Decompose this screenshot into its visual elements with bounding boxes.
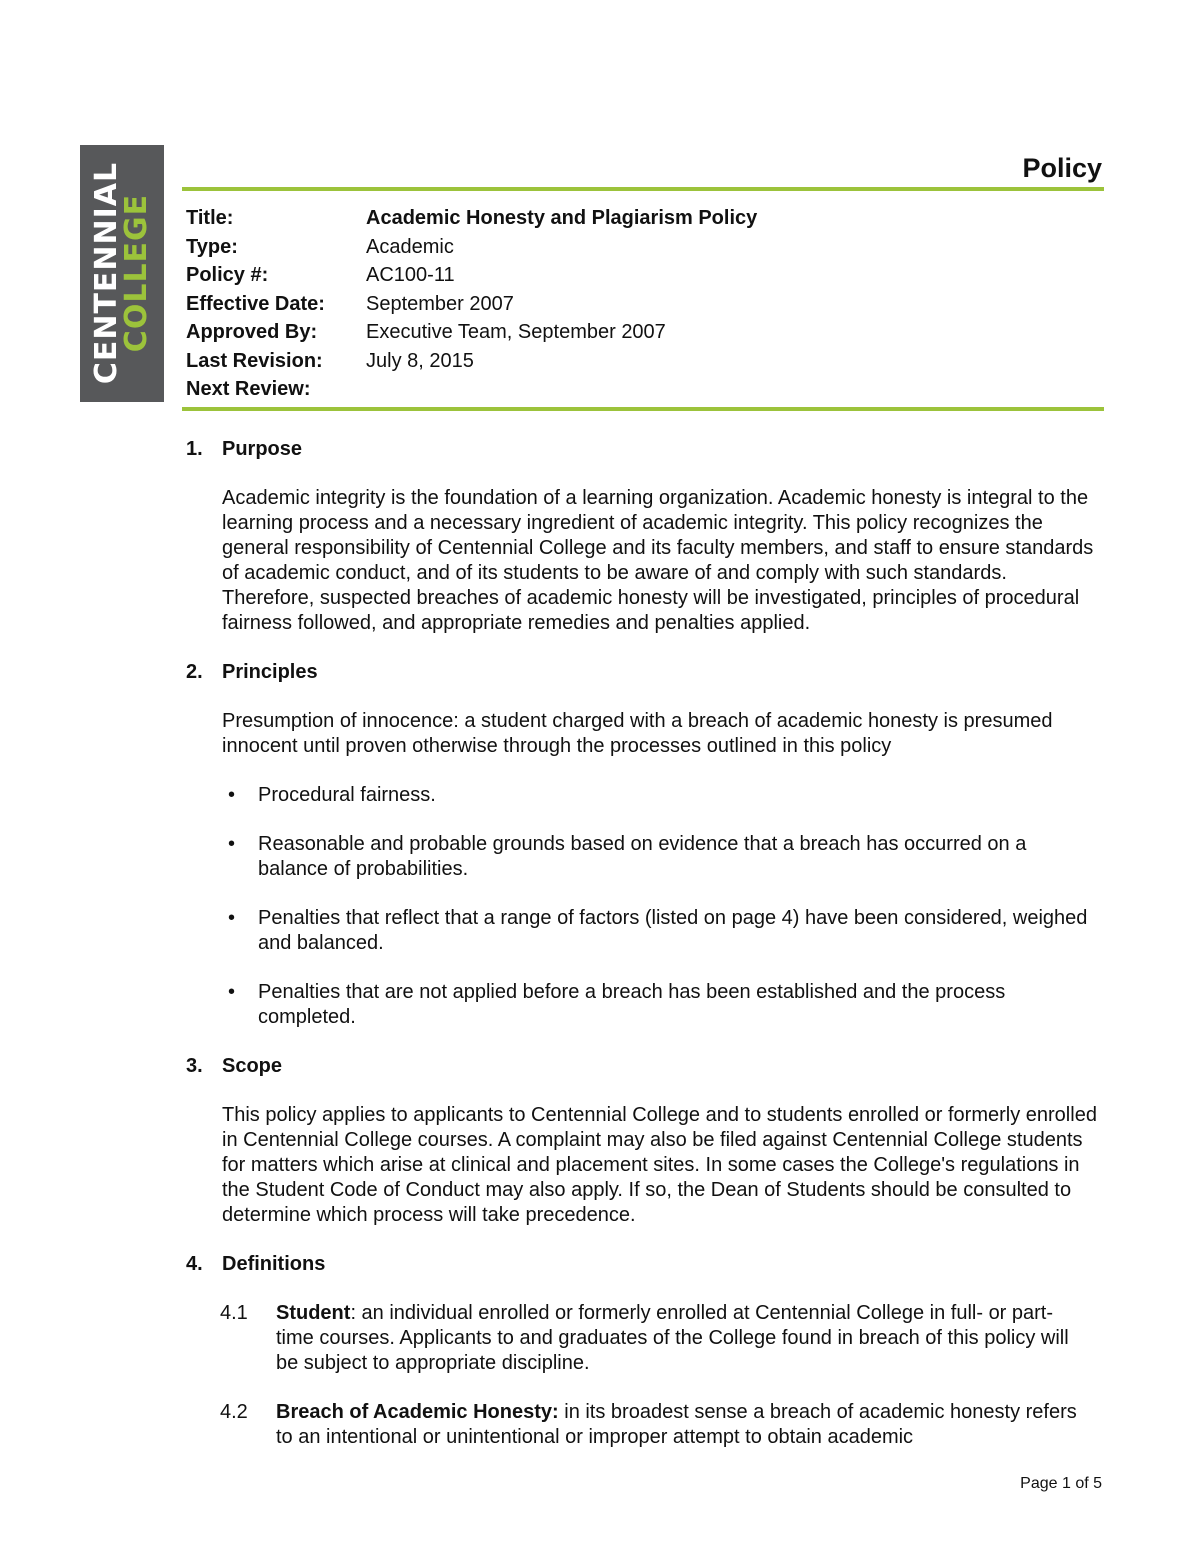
bullet-text: Penalties that reflect that a range of factors (listed on page 4) have been considered, weighed and balanced. — [258, 907, 1088, 954]
bullet-text: Penalties that are not applied before a breach has been established and the process completed. — [258, 981, 1006, 1028]
meta-label: Policy #: — [186, 264, 269, 286]
section-number: 3. — [186, 1055, 203, 1077]
principles-bullet — [228, 980, 1098, 1030]
logo-line-centennial: CENTENNIAL — [89, 161, 124, 385]
principles-paragraph: Presumption of innocence: a student charged with a breach of academic honesty is presumed innocent until proven otherwise through the processes outlined in this policy — [222, 710, 1053, 757]
principles-bullet — [228, 906, 1098, 956]
meta-label: Approved By: — [186, 321, 318, 343]
section-number: 1. — [186, 438, 203, 460]
definition-term: Student — [276, 1302, 351, 1324]
section-heading-definitions — [186, 1252, 1106, 1277]
definition-item — [220, 1301, 1088, 1376]
policy-metadata — [186, 204, 757, 404]
meta-value: Executive Team, September 2007 — [366, 321, 666, 343]
page-number: Page 1 of 5 — [1020, 1475, 1102, 1492]
definition-text: in its broadest sense a breach of academic honesty refers to an intentional or unintentional or improper attempt to obtain academic — [276, 1401, 1077, 1448]
meta-row-next-review — [186, 375, 757, 404]
meta-value: Academic — [366, 235, 454, 258]
meta-row-approved-by — [186, 318, 757, 347]
definition-number: 4.1 — [220, 1302, 248, 1324]
meta-label: Last Revision: — [186, 349, 323, 372]
definition-term: Breach of Academic Honesty: — [276, 1401, 559, 1423]
section-heading-purpose — [186, 437, 1106, 462]
meta-label: Type: — [186, 235, 238, 258]
meta-value: Academic Honesty and Plagiarism Policy — [366, 207, 758, 229]
section-number: 2. — [186, 661, 203, 683]
logo-line-college: COLLEGE — [119, 193, 154, 353]
policy-body — [186, 437, 1106, 1474]
bullet-icon: • — [228, 981, 236, 1003]
definition-number: 4.2 — [220, 1401, 248, 1423]
bullet-icon: • — [228, 784, 236, 806]
bullet-text: Reasonable and probable grounds based on evidence that a breach has occurred on a balance of probabilities. — [258, 833, 1027, 880]
section-number: 4. — [186, 1253, 203, 1275]
bullet-icon: • — [228, 833, 236, 855]
section-title: Purpose — [222, 438, 303, 460]
centennial-college-logo — [80, 145, 164, 402]
top-divider — [182, 187, 1104, 191]
meta-value: July 8, 2015 — [366, 349, 474, 372]
section-heading-principles — [186, 660, 1106, 685]
section-title: Principles — [222, 661, 318, 683]
bullet-icon: • — [228, 907, 236, 929]
definition-text: : an individual enrolled or formerly enrolled at Centennial College in full- or part-time courses. Applicants to and graduates of the College found in breach of this policy will be subject to appropriate discipline. — [276, 1302, 1069, 1374]
definition-item — [220, 1400, 1088, 1450]
meta-row-title — [186, 204, 757, 233]
section-heading-scope — [186, 1054, 1106, 1079]
bottom-divider — [182, 407, 1104, 411]
logo-text — [89, 161, 154, 385]
meta-row-last-revision — [186, 347, 757, 376]
meta-row-effective-date — [186, 290, 757, 319]
meta-row-policy-number — [186, 261, 757, 290]
meta-label: Next Review: — [186, 378, 311, 400]
principles-bullet — [228, 783, 1098, 808]
scope-paragraph: This policy applies to applicants to Centennial College and to students enrolled or formerly enrolled in Centennial College courses. A complaint may also be filed against Centennial College students for matters which arise at clinical and placement sites. In some cases the College's regulations in the Student Code of Conduct may also apply. If so, the Dean of Students should be consulted to determine which process will take precedence. — [222, 1104, 1097, 1226]
section-title: Scope — [222, 1055, 283, 1077]
meta-label: Title: — [186, 207, 234, 229]
principles-bullet — [228, 832, 1098, 882]
policy-heading: Policy — [1022, 153, 1102, 183]
meta-value: September 2007 — [366, 292, 514, 315]
meta-label: Effective Date: — [186, 292, 325, 315]
section-title: Definitions — [222, 1253, 326, 1275]
bullet-text: Procedural fairness. — [258, 784, 436, 806]
meta-value: AC100-11 — [366, 264, 455, 286]
meta-row-type — [186, 233, 757, 262]
purpose-paragraph: Academic integrity is the foundation of a learning organization. Academic honesty is integral to the learning process and a necessary ingredient of academic integrity. This policy recognizes the general responsibility of Centennial College and its faculty members, and staff to ensure standards of academic conduct, and of its students to be aware of and comply with such standards. Therefore, suspected breaches of academic honesty will be investigated, principles of procedural fairness followed, and appropriate remedies and penalties applied. — [222, 487, 1094, 634]
